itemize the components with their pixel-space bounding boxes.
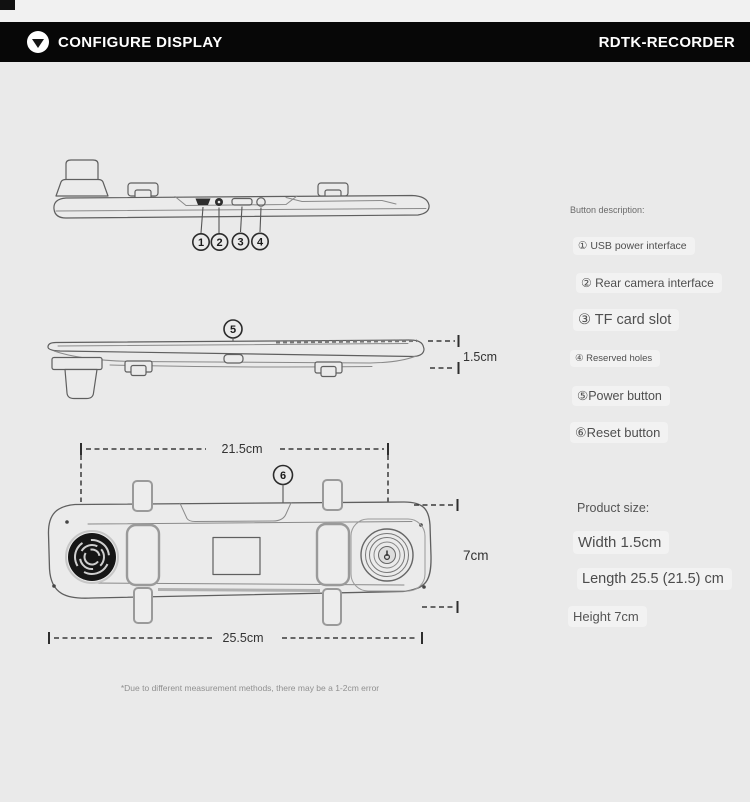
svg-text:25.5cm: 25.5cm — [222, 631, 264, 645]
label-plate — [213, 538, 260, 575]
desc-rear-camera: ② Rear camera interface — [576, 273, 722, 293]
svg-text:21.5cm: 21.5cm — [221, 442, 263, 456]
svg-text:2: 2 — [216, 237, 223, 249]
callout-1 — [193, 234, 209, 250]
top-view-drawing — [40, 152, 440, 264]
strap-right — [317, 480, 349, 625]
callout-5 — [224, 320, 242, 338]
measurement-footnote: *Due to different measurement methods, there may be a 1-2cm error — [120, 683, 380, 693]
desc-usb-power: ① USB power interface — [573, 237, 695, 255]
button-description-heading: Button description: — [570, 205, 645, 215]
size-height: Height 7cm — [568, 606, 647, 627]
usb-port — [196, 199, 211, 206]
svg-text:1: 1 — [197, 237, 205, 249]
svg-text:7cm: 7cm — [463, 548, 489, 563]
callout-3 — [232, 233, 248, 249]
corner-mark — [0, 0, 15, 10]
front-camera-top — [56, 160, 108, 196]
rear-camera-jack — [215, 198, 223, 206]
mount-clip-side — [125, 361, 152, 376]
svg-text:5: 5 — [229, 324, 237, 336]
svg-text:1.5cm: 1.5cm — [463, 350, 498, 364]
desc-reserved-holes: ④ Reserved holes — [570, 350, 660, 367]
front-camera-side — [52, 358, 102, 399]
desc-tf-card: ③ TF card slot — [573, 309, 679, 331]
page-title: CONFIGURE DISPLAY — [58, 33, 223, 51]
svg-text:4: 4 — [256, 236, 264, 249]
top-strip — [0, 0, 750, 22]
camera-lens — [66, 531, 118, 583]
screw-dot — [52, 584, 56, 588]
screw-dot — [422, 585, 426, 589]
brand-name: RDTK-RECORDER — [598, 33, 735, 51]
desc-power-button: ⑤Power button — [572, 386, 670, 406]
power-button — [224, 355, 243, 364]
svg-text:6: 6 — [279, 470, 287, 482]
brand-logo-icon — [27, 31, 49, 53]
dimension-outer-length — [49, 631, 422, 645]
mount-clip-side — [315, 362, 342, 377]
svg-text:3: 3 — [237, 236, 244, 249]
rear-view-drawing — [30, 438, 510, 650]
product-size-heading: Product size: — [577, 501, 650, 515]
strap-left — [127, 481, 159, 623]
dimension-thickness — [428, 335, 497, 374]
callout-6 — [274, 466, 293, 485]
callout-2 — [211, 234, 227, 250]
size-length: Length 25.5 (21.5) cm — [577, 568, 732, 590]
header-bar — [0, 22, 750, 62]
screw-dot — [65, 520, 69, 524]
desc-reset-button: ⑥Reset button — [570, 422, 668, 443]
callout-4 — [252, 233, 268, 249]
side-view-drawing — [40, 316, 510, 411]
size-width: Width 1.5cm — [573, 531, 669, 554]
